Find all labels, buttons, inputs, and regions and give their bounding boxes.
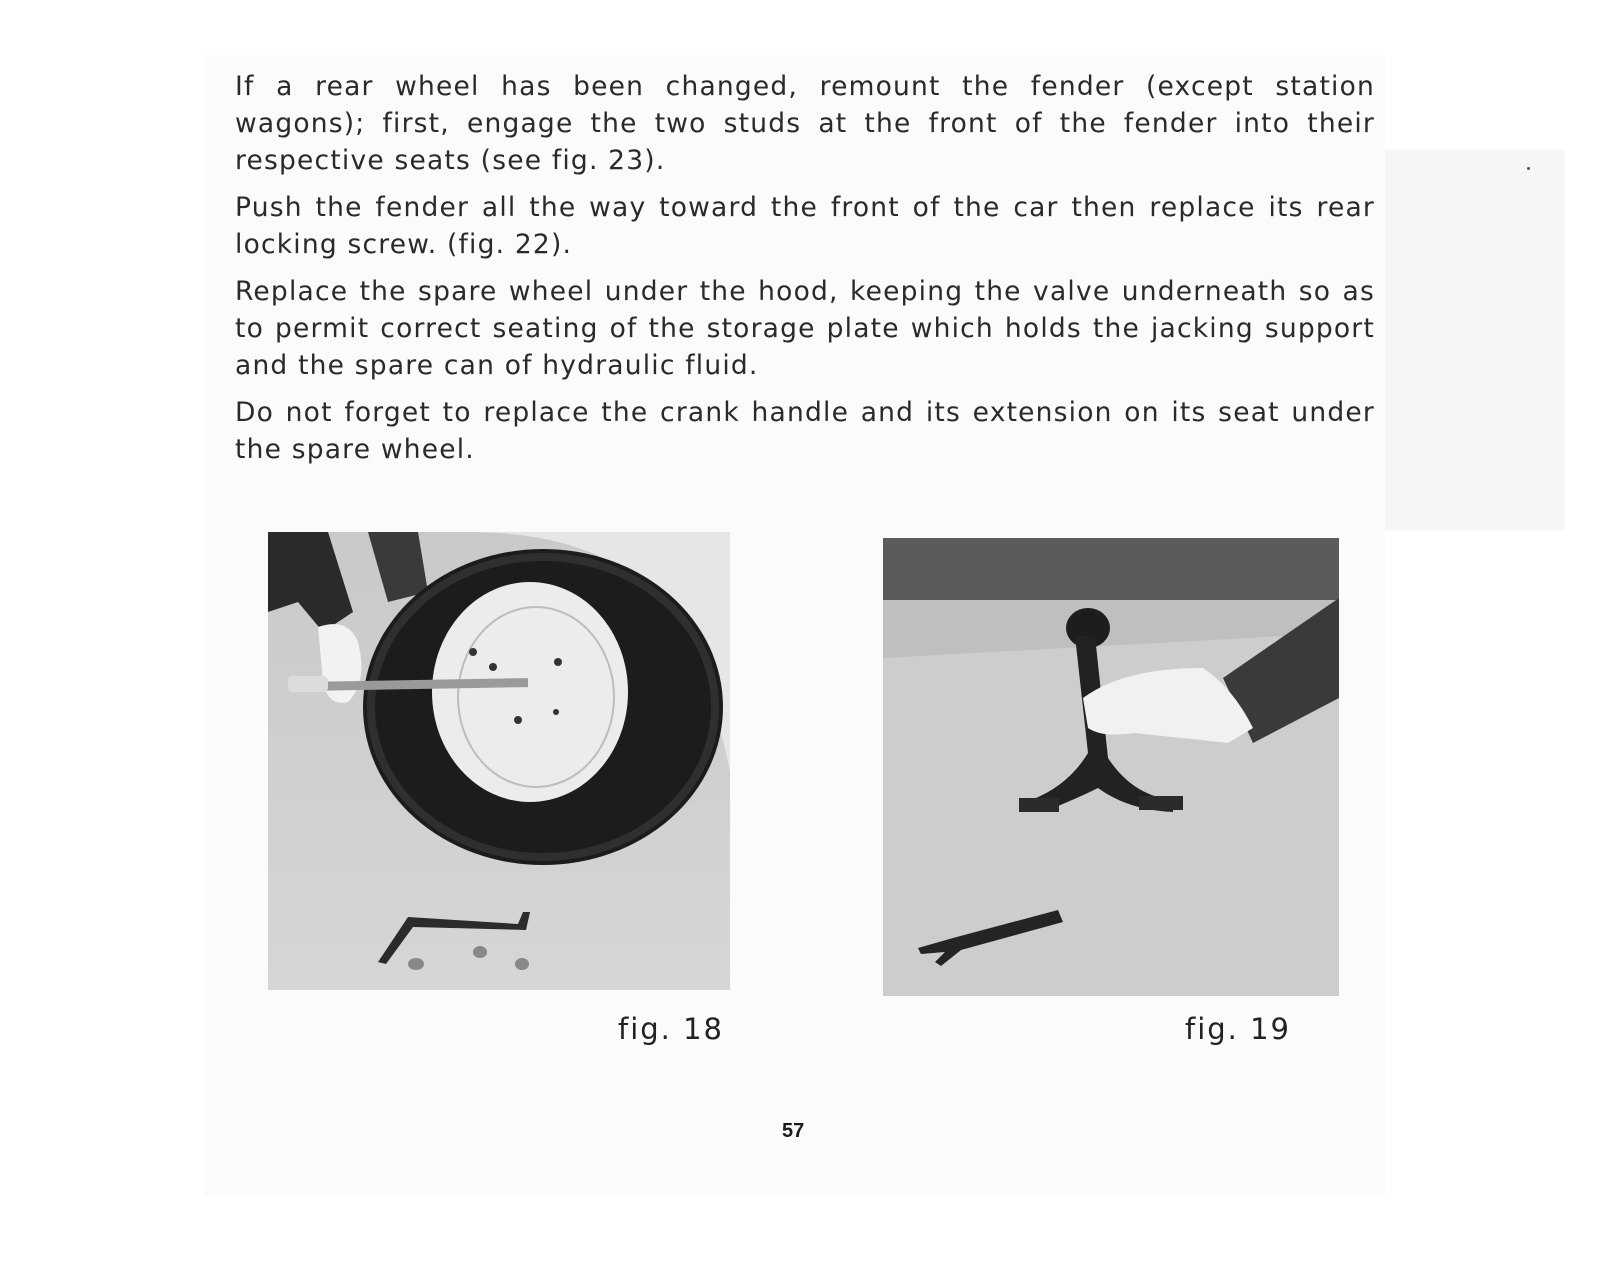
figure-18-caption: fig. 18 [618, 1012, 725, 1046]
paragraph-push-fender: Push the fender all the way toward the front of the car then replace its rear locking screw. (fig. 22). [235, 192, 1375, 260]
paragraph-remount-fender: If a rear wheel has been changed, remount the fender (except station wagons); first, engage the two studs at the front of the fender into their respective seats (see fig. 23). [235, 71, 1375, 176]
figure-19-caption: fig. 19 [1185, 1012, 1292, 1046]
scan-shading [1385, 150, 1565, 530]
scan-speck [1527, 167, 1530, 170]
page-number: 57 [782, 1120, 805, 1142]
paragraph-crank-handle: Do not forget to replace the crank handle and its extension on its seat under the spare wheel. [235, 397, 1375, 465]
figure-18-photo [268, 532, 730, 990]
figure-19-photo [883, 538, 1339, 996]
paragraph-replace-spare-wheel: Replace the spare wheel under the hood, keeping the valve underneath so as to permit correct seating of the storage plate which holds the jacking support and the spare can of hydraulic fluid. [235, 276, 1375, 381]
instruction-text [235, 68, 1375, 478]
